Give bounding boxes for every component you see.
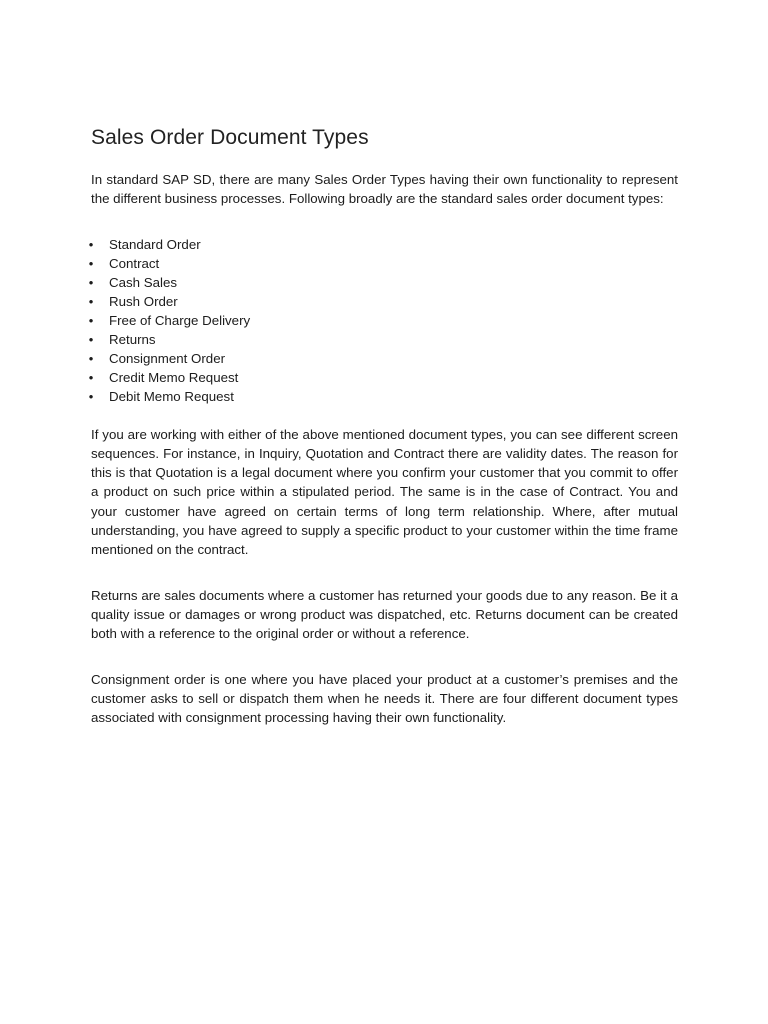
list-item-label: Debit Memo Request <box>109 388 234 404</box>
list-item-label: Credit Memo Request <box>109 369 239 385</box>
list-item <box>88 330 678 349</box>
list-item-label: Standard Order <box>109 236 201 252</box>
page-title: Sales Order Document Types <box>91 126 369 149</box>
list-item <box>88 387 678 406</box>
bullet-icon: • <box>88 369 94 385</box>
bullet-icon: • <box>88 350 94 366</box>
list-item-label: Rush Order <box>109 293 178 309</box>
bullet-icon: • <box>88 331 94 347</box>
bullet-icon: • <box>88 312 94 328</box>
document-page <box>88 122 678 727</box>
paragraph-consignment: Consignment order is one where you have placed your product at a customer’s premises and the customer asks to sell or dispatch them when he needs it. There are four different document types associated with consignment processing having their own functionality. <box>91 671 678 726</box>
bullet-icon: • <box>88 274 94 290</box>
list-item <box>88 254 678 273</box>
paragraph-screen-sequences: If you are working with either of the above mentioned document types, you can see different screen sequences. For instance, in Inquiry, Quotation and Contract there are validity dates. The reason for this is that Quotation is a legal document where you confirm your customer that you commit to offer a product on such price within a stipulated period. The same is in the case of Contract. You and your customer have agreed on certain terms of long term relationship. Where, after mutual understanding, you have agreed to supply a specific product to your customer within the time frame mentioned on the contract. <box>91 426 678 558</box>
list-item <box>88 349 678 368</box>
bullet-icon: • <box>88 255 94 271</box>
list-item <box>88 235 678 254</box>
bullet-icon: • <box>88 388 94 404</box>
document-types-list <box>88 235 678 406</box>
paragraph-returns: Returns are sales documents where a customer has returned your goods due to any reason. Be it a quality issue or damages or wrong product was dispatched, etc. Returns document can be created both with a reference to the original order or without a reference. <box>91 587 678 642</box>
bullet-icon: • <box>88 293 94 309</box>
list-item-label: Free of Charge Delivery <box>109 312 251 328</box>
list-item-label: Contract <box>109 255 160 271</box>
list-item <box>88 311 678 330</box>
bullet-icon: • <box>88 236 94 252</box>
list-item-label: Returns <box>109 331 156 347</box>
list-item <box>88 273 678 292</box>
intro-paragraph: In standard SAP SD, there are many Sales Order Types having their own functionality to represent the different business processes. Following broadly are the standard sales order document types: <box>91 172 678 207</box>
list-item-label: Consignment Order <box>109 350 226 366</box>
list-item <box>88 368 678 387</box>
list-item <box>88 292 678 311</box>
list-item-label: Cash Sales <box>109 274 177 290</box>
